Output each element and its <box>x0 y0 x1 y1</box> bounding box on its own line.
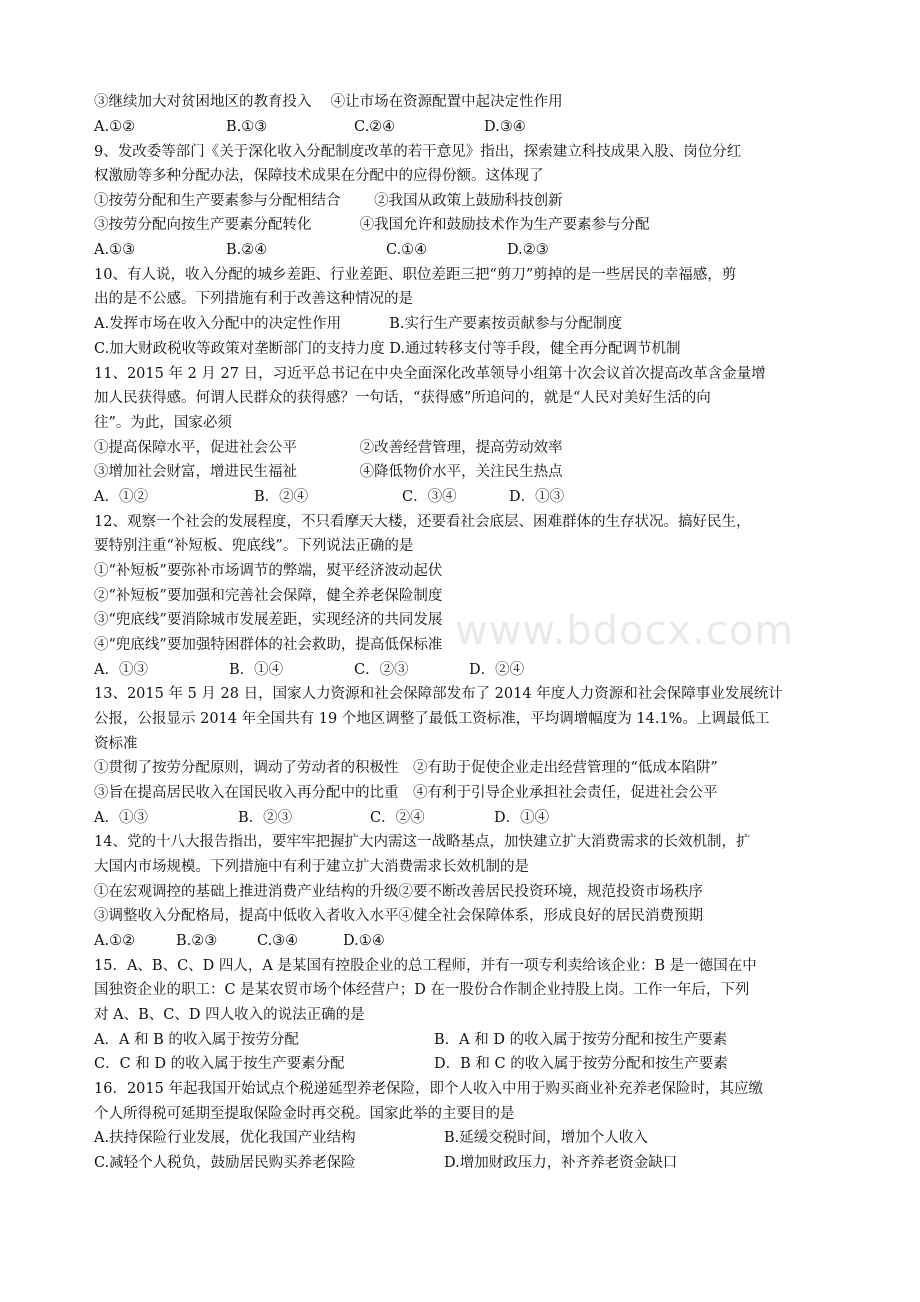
option-a: A.①② <box>94 933 136 949</box>
option-d: D．B 和 C 的收入属于按劳分配和按生产要素 <box>434 1056 728 1072</box>
text-line: 个人所得税可延期至提取保险金时再交税。国家此举的主要目的是 <box>94 1106 515 1122</box>
option-d: D．②④ <box>469 662 525 678</box>
choice-statement: ①按劳分配和生产要素参与分配相结合 ②我国从政策上鼓励科技创新 <box>94 193 563 209</box>
option-a: A．①③ <box>94 810 148 826</box>
question-14: 14、党的十八大报告指出，要牢牢把握扩大内需这一战略基点，加快建立扩大消费需求的长效机制，扩 <box>94 834 751 850</box>
option-b: B．①④ <box>229 662 284 678</box>
option-b: B.②④ <box>226 242 268 258</box>
option-c: C．②③ <box>354 662 409 678</box>
option-d: D．①③ <box>509 489 565 505</box>
choice-statement: ④“兜底线”要加强特困群体的社会救助，提高低保标准 <box>94 637 443 653</box>
option-d: D.①④ <box>343 933 385 949</box>
option-c: C.③④ <box>257 933 299 949</box>
option-a: A．①③ <box>94 662 148 678</box>
text-line: 对 A、B、C、D 四人收入的说法正确的是 <box>94 1007 365 1023</box>
watermark: www.bdocx.com <box>455 608 795 654</box>
text-line: 要特别注重“补短板、兜底线”。下列说法正确的是 <box>94 538 414 554</box>
question-12: 12、观察一个社会的发展程度，不只看摩天大楼，还要看社会底层、困难群体的生存状况。搞好民生， <box>94 514 751 530</box>
option-b: B．②③ <box>238 810 293 826</box>
option-a: A.①② <box>94 119 136 135</box>
choice-statement: C.加大财政税收等政策对垄断部门的支持力度 D.通过转移支付等手段，健全再分配调节机制 <box>94 341 681 357</box>
text-line: 大国内市场规模。下列措施中有利于建立扩大消费需求长效机制的是 <box>94 859 529 875</box>
option-c: C.②④ <box>354 119 396 135</box>
text-line: 资标准 <box>94 736 138 752</box>
option-a: A．①② <box>94 489 148 505</box>
option-c: C．③④ <box>402 489 457 505</box>
text-line: 权激励等多种分配办法，保障技术成果在分配中的应得份额。这体现了 <box>94 168 544 184</box>
option-b: B.延缓交税时间，增加个人收入 <box>444 1130 648 1146</box>
option-d: D.增加财政压力，补齐养老资金缺口 <box>444 1155 678 1171</box>
choice-statement: ①在宏观调控的基础上推进消费产业结构的升级②要不断改善居民投资环境，规范投资市场秩序 <box>94 884 703 900</box>
text-line: ③继续加大对贫困地区的教育投入 ④让市场在资源配置中起决定性作用 <box>94 94 563 110</box>
text-line: 国独资企业的职工：C 是某农贸市场个体经营户；D 在一股份合作制企业持股上岗。工作一年后，下列 <box>94 982 750 998</box>
option-a: A.①③ <box>94 242 136 258</box>
option-d: D.③④ <box>484 119 526 135</box>
choice-statement: A.发挥市场在收入分配中的决定性作用 B.实行生产要素按贡献参与分配制度 <box>94 316 622 332</box>
option-c: C．②④ <box>370 810 425 826</box>
text-line: 出的是不公感。下列措施有利于改善这种情况的是 <box>94 291 413 307</box>
choice-statement: ③按劳分配向按生产要素分配转化 ④我国允许和鼓励技术作为生产要素参与分配 <box>94 217 650 233</box>
choice-statement: ③旨在提高居民收入在国民收入再分配中的比重 ④有利于引导企业承担社会责任，促进社会公平 <box>94 785 718 801</box>
option-d: D．①④ <box>494 810 550 826</box>
option-a: A.扶持保险行业发展，优化我国产业结构 <box>94 1130 356 1146</box>
option-b: B.①③ <box>226 119 268 135</box>
choice-statement: ②“补短板”要加强和完善社会保障，健全养老保险制度 <box>94 588 443 604</box>
question-16: 16．2015 年起我国开始试点个税递延型养老保险，即个人收入中用于购买商业补充养老保险时，其应缴 <box>94 1081 763 1097</box>
option-b: B.②③ <box>176 933 218 949</box>
choice-statement: ③调整收入分配格局，提高中低收入者收入水平④健全社会保障体系，形成良好的居民消费预期 <box>94 908 703 924</box>
choice-statement: ①提高保障水平，促进社会公平 ②改善经营管理，提高劳动效率 <box>94 440 563 456</box>
text-line: 公报，公报显示 2014 年全国共有 19 个地区调整了最低工资标准，平均调增幅度为 14.1%。上调最低工 <box>94 711 770 727</box>
option-a: A．A 和 B 的收入属于按劳分配 <box>94 1032 299 1048</box>
option-b: B．②④ <box>254 489 309 505</box>
choice-statement: ③增加社会财富，增进民生福祉 ④降低物价水平，关注民生热点 <box>94 464 563 480</box>
text-line: 往”。为此，国家必须 <box>94 415 232 431</box>
option-b: B．A 和 D 的收入属于按劳分配和按生产要素 <box>434 1032 728 1048</box>
question-13: 13、2015 年 5 月 28 日，国家人力资源和社会保障部发布了 2014 年度人力资源和社会保障事业发展统计 <box>94 686 783 702</box>
option-c: C.减轻个人税负，鼓励居民购买养老保险 <box>94 1155 356 1171</box>
question-11: 11、2015 年 2 月 27 日，习近平总书记在中央全面深化改革领导小组第十次会议首次提高改革含金量增 <box>94 366 766 382</box>
text-line: 加人民获得感。何谓人民群众的获得感？一句话，“获得感”所追问的，就是“人民对美好生活的向 <box>94 390 711 406</box>
choice-statement: ①“补短板”要弥补市场调节的弊端，熨平经济波动起伏 <box>94 563 443 579</box>
option-c: C．C 和 D 的收入属于按生产要素分配 <box>94 1056 345 1072</box>
choice-statement: ③“兜底线”要消除城市发展差距，实现经济的共同发展 <box>94 612 443 628</box>
question-15: 15．A、B、C、D 四人，A 是某国有控股企业的总工程师，并有一项专利卖给该企业：B 是一德国在中 <box>94 958 757 974</box>
question-10: 10、有人说，收入分配的城乡差距、行业差距、职位差距三把“剪刀”剪掉的是一些居民的幸福感，剪 <box>94 267 737 283</box>
choice-statement: ①贯彻了按劳分配原则，调动了劳动者的积极性 ②有助于促使企业走出经营管理的“低成本陷阱” <box>94 760 718 776</box>
option-c: C.①④ <box>386 242 428 258</box>
option-d: D.②③ <box>507 242 549 258</box>
question-9: 9、发改委等部门《关于深化收入分配制度改革的若干意见》指出，探索建立科技成果入股、岗位分红 <box>94 144 742 160</box>
